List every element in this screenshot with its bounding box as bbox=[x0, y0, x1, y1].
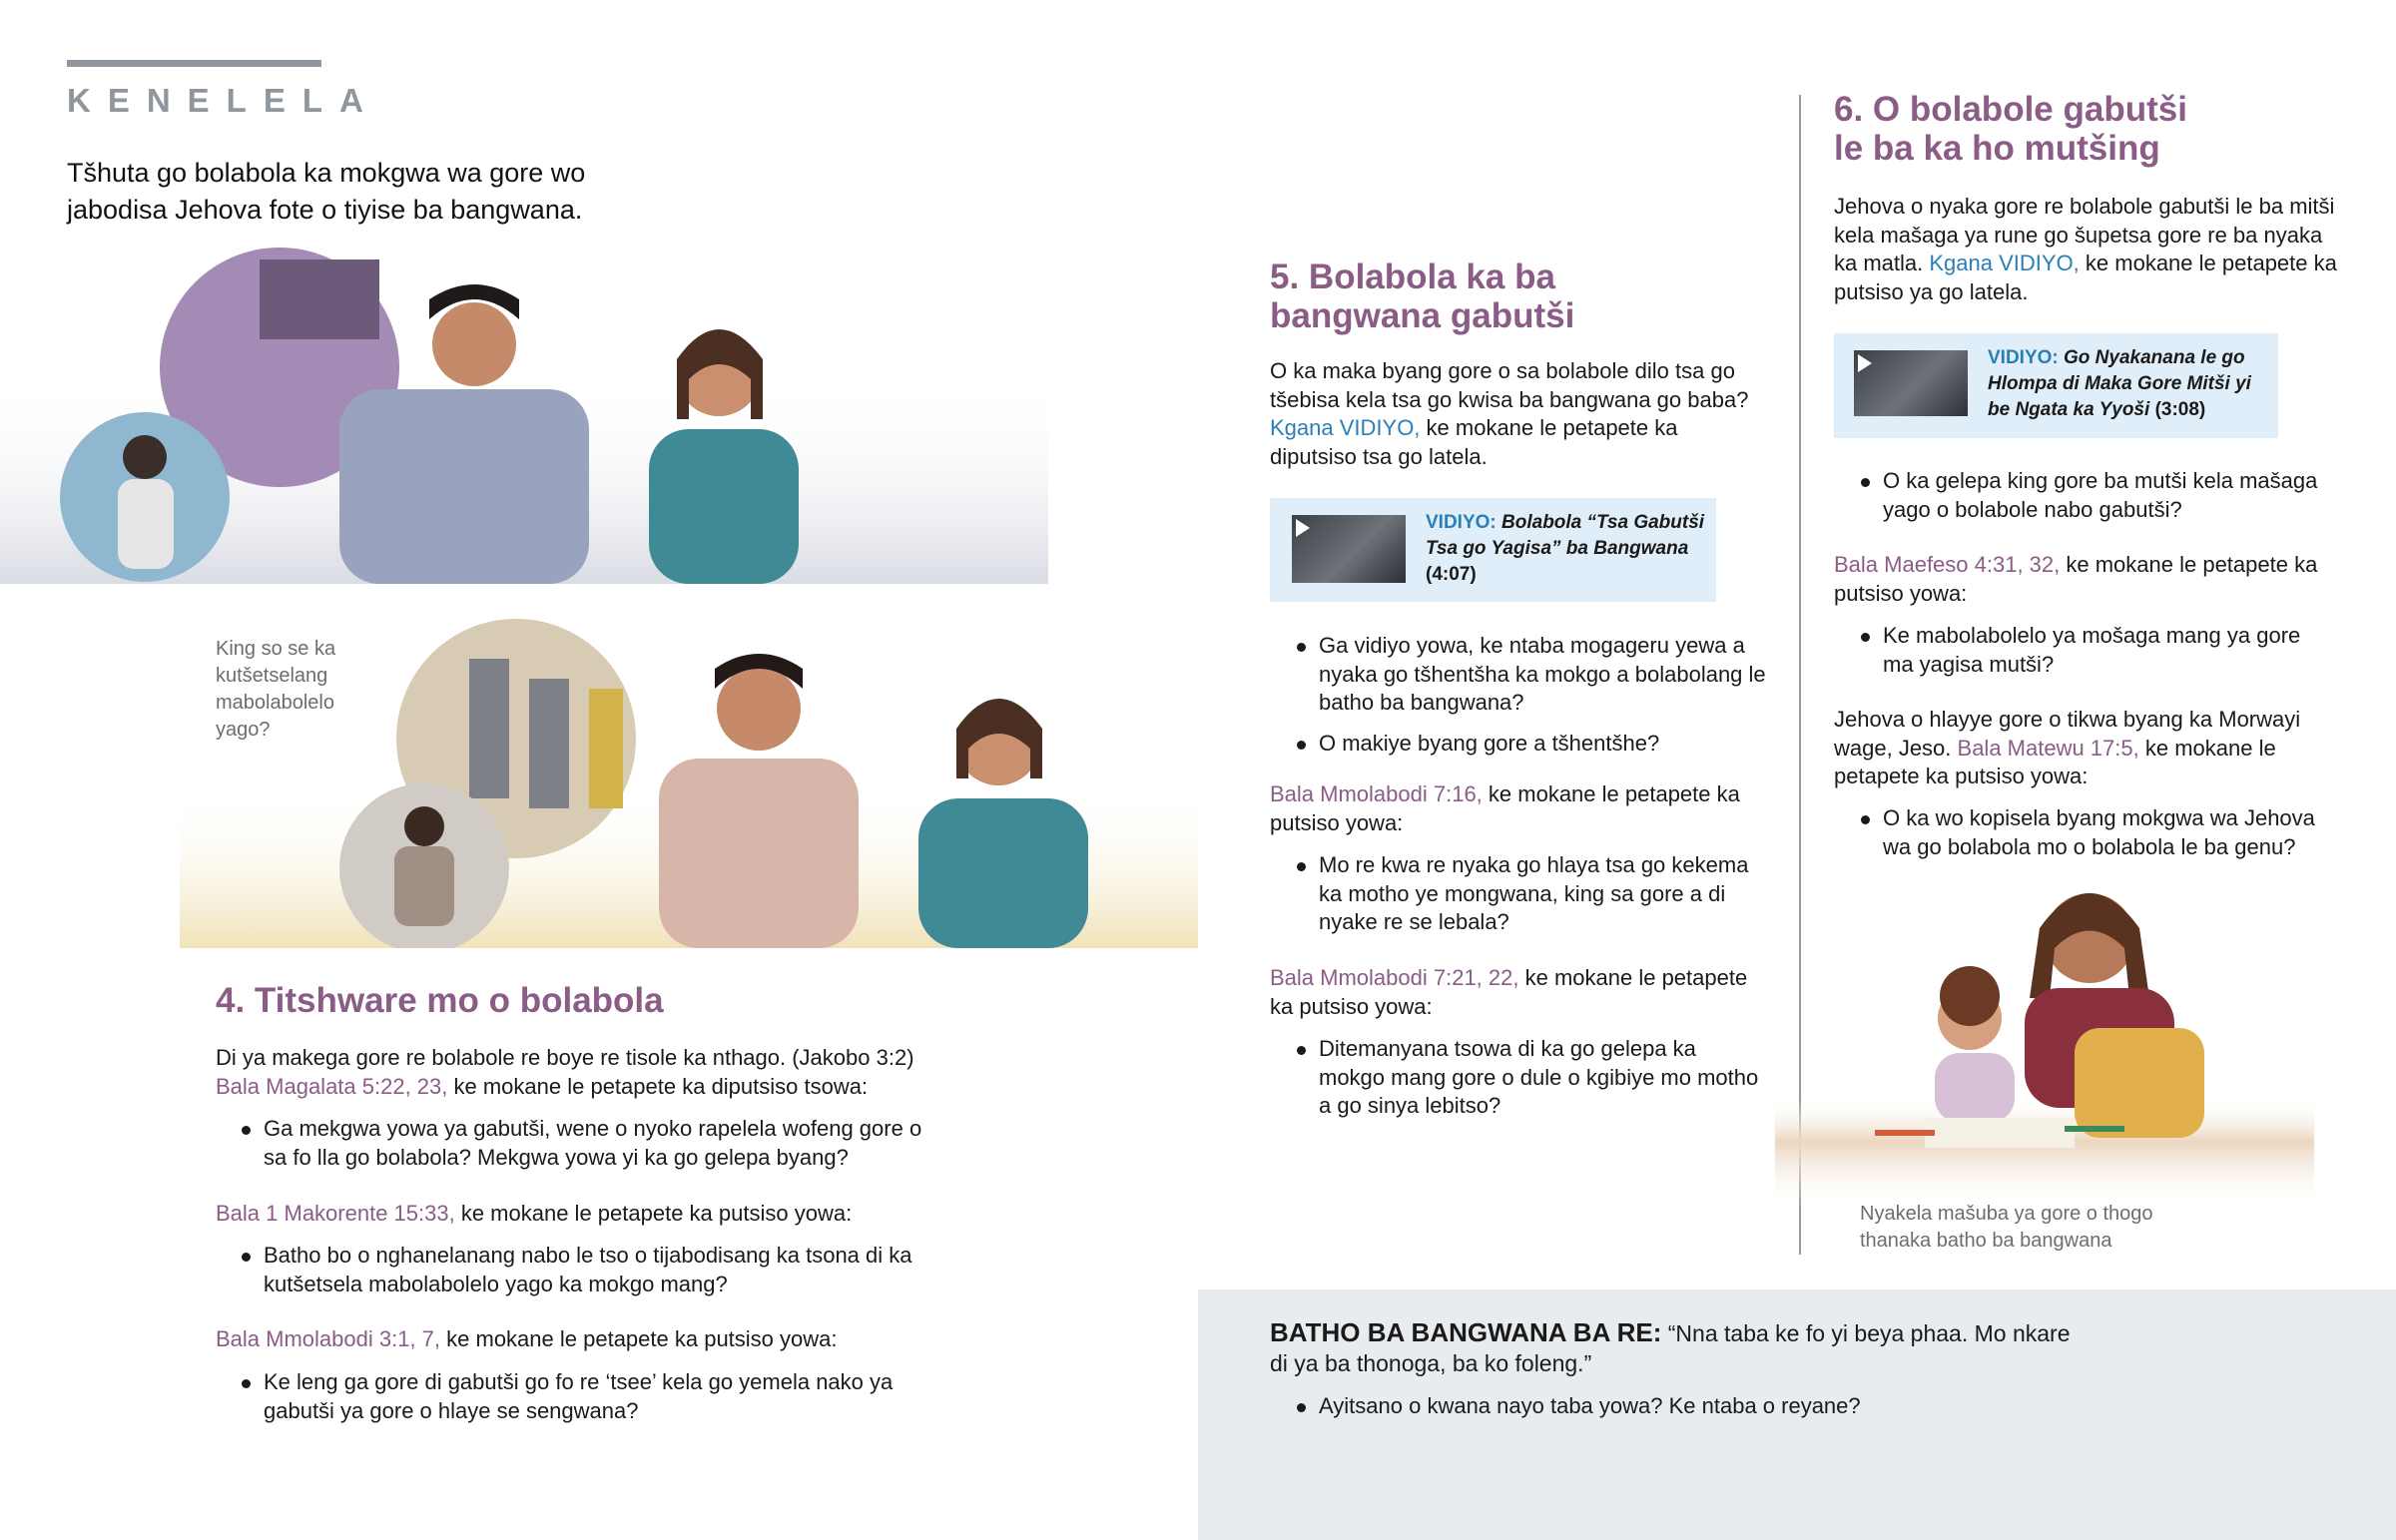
illustration-argument bbox=[0, 240, 1058, 584]
illustration-caption: King so se ka kutšetselang mabolabolelo yago? bbox=[216, 638, 336, 741]
scripture-ref[interactable]: Bala Mmolabodi 3:1, 7, bbox=[216, 1326, 441, 1351]
section6-questions-1 bbox=[1859, 467, 2328, 524]
bottom-questions bbox=[1295, 1392, 2054, 1421]
video-link[interactable]: Kgana VIDIYO, bbox=[1270, 415, 1421, 440]
section6-title bbox=[1834, 90, 2187, 168]
section5-para3 bbox=[1270, 964, 1769, 1021]
question-item: O makiye byang gore a tšhentšhe? bbox=[1295, 730, 1774, 759]
section5-para1-tail: ke mokane le petapete ka diputsiso tsa go latela. bbox=[1270, 415, 1678, 469]
bottom-statement bbox=[1270, 1317, 2089, 1378]
section6-title-line2: le ba ka ho mutšing bbox=[1834, 129, 2160, 168]
section6-para2-tail: ke mokane le petapete ka putsiso yowa: bbox=[1834, 552, 2318, 606]
scripture-ref[interactable]: Bala 1 Makorente 15:33, bbox=[216, 1201, 455, 1226]
section6-para3-text: Jehova o hlayye gore o tikwa byang ka Morwayi wage, Jeso. bbox=[1834, 707, 2301, 761]
question-item: Ga mekgwa yowa ya gabutši, wene o nyoko rapelela wofeng gore o sa fo lla go bolabola? Mekgwa yowa yi ka go gelepa byang? bbox=[240, 1115, 938, 1172]
video-caption bbox=[1988, 345, 2269, 423]
section4-questions-1 bbox=[240, 1115, 938, 1172]
scripture-ref[interactable]: Bala Mmolabodi 7:21, 22, bbox=[1270, 965, 1519, 990]
question-item: O ka wo kopisela byang mokgwa wa Jehova wa go bolabola mo o bolabola le ba genu? bbox=[1859, 804, 2338, 861]
section6-questions-3 bbox=[1859, 804, 2338, 861]
question-item: Ke leng ga gore di gabutši go fo re ‘tsee’ kela go yemela nako ya gabutši ya gore o hlaye se sengwana? bbox=[240, 1368, 918, 1425]
section6-para2 bbox=[1834, 551, 2343, 608]
section4-para3-tail: ke mokane le petapete ka putsiso yowa: bbox=[440, 1326, 838, 1351]
video-thumbnail[interactable] bbox=[1854, 350, 1968, 416]
question-item: Mo re kwa re nyaka go hlaya tsa go kekema ka motho ye mongwana, king sa gore a di nyake re se lebala? bbox=[1295, 851, 1774, 937]
section6-para3 bbox=[1834, 706, 2343, 791]
question-item: Batho bo o nghanelanang nabo le tso o tijabodisang ka tsona di ka kutšetsela mabolabolelo yago ka mokgo mang? bbox=[240, 1242, 938, 1298]
video-title: Bolabola “Tsa Gabutši Tsa go Yagisa” ba Bangwana bbox=[1426, 512, 1705, 559]
video-thumbnail[interactable] bbox=[1292, 515, 1406, 583]
section4-title: 4. Titshware mo o bolabola bbox=[216, 981, 664, 1020]
section6-para1 bbox=[1834, 193, 2343, 306]
video-box[interactable] bbox=[1270, 498, 1716, 602]
bottom-lead: BATHO BA BANGWANA BA RE: bbox=[1270, 1317, 1662, 1347]
section5-para3-tail: ke mokane le petapete ka putsiso yowa: bbox=[1270, 965, 1748, 1019]
scripture-ref[interactable]: Bala Magalata 5:22, 23, bbox=[216, 1073, 448, 1099]
section4-para1-tail: ke mokane le petapete ka diputsiso tsowa: bbox=[447, 1073, 869, 1099]
section5-para2-tail: ke mokane le petapete ka putsiso yowa: bbox=[1270, 781, 1740, 835]
video-duration: (4:07) bbox=[1426, 564, 1477, 585]
question-item: Ayitsano o kwana nayo taba yowa? Ke ntaba o reyane? bbox=[1295, 1392, 2054, 1421]
section5-title-line1: 5. Bolabola ka ba bbox=[1270, 257, 1555, 296]
section4-para2 bbox=[216, 1200, 974, 1229]
section6-para3-tail: ke mokane le petapete ka putsiso yowa: bbox=[1834, 735, 2276, 788]
video-link[interactable]: Kgana VIDIYO, bbox=[1929, 251, 2080, 275]
illustration-parent-child bbox=[1775, 878, 2314, 1208]
video-box[interactable] bbox=[1834, 333, 2278, 438]
section4-para2-tail: ke mokane le petapete ka putsiso yowa: bbox=[454, 1201, 853, 1226]
scripture-ref[interactable]: Bala Matewu 17:5, bbox=[1957, 735, 2139, 761]
section4-para1-text: Di ya makega gore re bolabole re boye re tisole ka nthago. (Jakobo 3:2) bbox=[216, 1045, 914, 1070]
scripture-ref[interactable]: Bala Mmolabodi 7:16, bbox=[1270, 781, 1483, 806]
play-icon bbox=[1296, 519, 1310, 537]
question-item: O ka gelepa king gore ba mutši kela mašaga yago o bolabole nabo gabutši? bbox=[1859, 467, 2328, 524]
video-title: Go Nyakanana le go Hlompa di Maka Gore Mitši yi be Ngata ka Yyoši bbox=[1988, 347, 2251, 420]
section5-questions-3 bbox=[1295, 1035, 1764, 1121]
section5-para2 bbox=[1270, 780, 1789, 837]
section6-questions-2 bbox=[1859, 622, 2328, 679]
section5-title-line2: bangwana gabutši bbox=[1270, 296, 1575, 335]
illustration-caption: Nyakela mašuba ya gore o thogo thanaka batho ba bangwana bbox=[1860, 1203, 2153, 1252]
intro-text: Tšhuta go bolabola ka mokgwa wa gore wo jabodisa Jehova fote o tiyise ba bangwana. bbox=[67, 158, 586, 225]
question-item: Ditemanyana tsowa di ka go gelepa ka mokgo mang gore o dule o kgibiye mo motho a go sinya lebitso? bbox=[1295, 1035, 1764, 1121]
section5-para1 bbox=[1270, 357, 1769, 471]
section4-para3 bbox=[216, 1325, 974, 1354]
bottom-quote: “Nna taba ke fo yi beya phaa. Mo nkare di ya ba thonoga, ba ko foleng.” bbox=[1270, 1320, 2071, 1376]
section4-questions-2 bbox=[240, 1242, 938, 1298]
video-duration: (3:08) bbox=[2154, 399, 2206, 420]
section5-para1-text: O ka maka byang gore o sa bolabole dilo tsa go tšebisa kela tsa go kwisa ba bangwana go baba? bbox=[1270, 358, 1749, 412]
video-label: VIDIYO: bbox=[1988, 347, 2059, 368]
video-label: VIDIYO: bbox=[1426, 512, 1497, 533]
question-item: Ga vidiyo yowa, ke ntaba mogageru yewa a nyaka go tšhentšha ka mokgo a bolabolang le batho ba bangwana? bbox=[1295, 632, 1774, 718]
section5-questions-1 bbox=[1295, 632, 1774, 758]
scripture-ref[interactable]: Bala Maefeso 4:31, 32, bbox=[1834, 552, 2061, 577]
section5-questions-2 bbox=[1295, 851, 1774, 937]
video-caption bbox=[1426, 510, 1705, 588]
section-label: KENELELA bbox=[67, 82, 380, 119]
section4-questions-3 bbox=[240, 1368, 918, 1425]
header-rule bbox=[67, 60, 321, 67]
section4-para1 bbox=[216, 1044, 974, 1101]
question-item: Ke mabolabolelo ya mošaga mang ya gore ma yagisa mutši? bbox=[1859, 622, 2328, 679]
section5-title bbox=[1270, 257, 1574, 335]
section6-title-line1: 6. O bolabole gabutši bbox=[1834, 90, 2187, 129]
section6-para1-text: Jehova o nyaka gore re bolabole gabutši le ba mitši kela mašaga ya rune go šupetsa gore re ba nyaka ka matla. bbox=[1834, 194, 2335, 275]
play-icon bbox=[1858, 354, 1872, 372]
section6-para1-tail: ke mokane le petapete ka putsiso ya go latela. bbox=[1834, 251, 2337, 304]
